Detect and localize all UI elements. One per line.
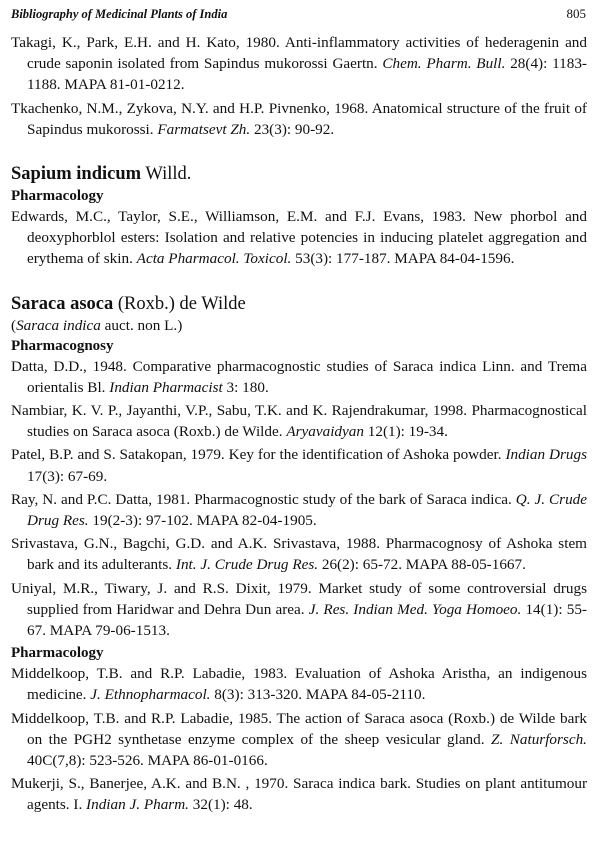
reference-text: Srivastava, G.N., Bagchi, G.D. and A.K. Srivastava, 1988. Pharmacognosy of Ashoka stem bark and its adulterants. bbox=[11, 535, 587, 574]
reference-text: Edwards, M.C., Taylor, S.E., Williamson, E.M. and F.J. Evans, 1983. New phorbol and deoxyphorblol esters: Isolation and relative potencies in inducing platelet aggregation and erythema of skin. bbox=[11, 208, 587, 268]
reference-citation: 32(1): 48. bbox=[188, 796, 253, 814]
species-author: Willd. bbox=[141, 164, 192, 185]
journal-title: Indian Pharmacist bbox=[109, 378, 223, 396]
reference-text: Datta, D.D., 1948. Comparative pharmacognostic studies of Saraca indica Linn. and Trema orientalis Bl. bbox=[11, 357, 587, 396]
reference-text: Tkachenko, N.M., Zykova, N.Y. and H.P. Pivnenko, 1968. Anatomical structure of the fruit of Sapindus mukorossi. bbox=[11, 99, 587, 138]
journal-title: J. Res. Indian Med. Yoga Homoeo. bbox=[308, 600, 522, 618]
reference-entry bbox=[11, 663, 587, 705]
journal-title: Aryavaidyan bbox=[286, 423, 364, 441]
journal-title: Indian Drugs bbox=[505, 446, 587, 464]
journal-title: Chem. Pharm. Bull. bbox=[382, 55, 506, 73]
journal-title: Z. Naturforsch. bbox=[491, 730, 587, 748]
reference-citation: 8(3): 313-320. MAPA 84-05-2110. bbox=[210, 686, 426, 704]
page-number: 805 bbox=[566, 6, 586, 21]
reference-entry bbox=[11, 708, 587, 772]
reference-entry bbox=[11, 32, 587, 96]
species-author: (Roxb.) de Wilde bbox=[113, 293, 246, 314]
reference-citation: 19(2-3): 97-102. MAPA 82-04-1905. bbox=[88, 512, 317, 530]
reference-entry bbox=[11, 98, 587, 140]
reference-citation: 53(3): 177-187. MAPA 84-04-1596. bbox=[291, 250, 515, 268]
synonym-line bbox=[11, 316, 587, 336]
reference-citation: 14(1): 55-67. MAPA 79-06-1513. bbox=[27, 600, 587, 640]
journal-title: Indian J. Pharm. bbox=[86, 796, 189, 814]
reference-entry bbox=[11, 533, 587, 575]
reference-text: Middelkoop, T.B. and R.P. Labadie, 1985. The action of Saraca asoca (Roxb.) de Wilde bark on the PGH2 synthetase enzyme complex of the sheep vesicular gland. bbox=[11, 709, 587, 748]
species-name: Saraca asoca bbox=[11, 293, 114, 314]
reference-entry bbox=[11, 400, 587, 442]
synonym-rest: auct. non L.) bbox=[100, 316, 183, 334]
running-head bbox=[11, 6, 586, 22]
reference-citation: 12(1): 19-34. bbox=[363, 423, 448, 441]
reference-citation: 23(3): 90-92. bbox=[250, 120, 335, 138]
journal-title: Q. J. Crude Drug Res. bbox=[27, 490, 587, 530]
reference-text: Nambiar, K. V. P., Jayanthi, V.P., Sabu, T.K. and K. Rajendrakumar, 1998. Pharmacognostical studies on Saraca asoca (Roxb.) de Wilde. bbox=[11, 402, 587, 441]
reference-entry bbox=[11, 444, 587, 486]
reference-text: Middelkoop, T.B. and R.P. Labadie, 1983. Evaluation of Ashoka Aristha, an indigenous medicine. bbox=[11, 665, 587, 704]
reference-text: Uniyal, M.R., Tiwary, J. and R.S. Dixit, 1979. Market study of some controversial drugs supplied from Haridwar and Dehra Dun area. bbox=[11, 579, 587, 618]
reference-entry bbox=[11, 356, 587, 398]
reference-text: Takagi, K., Park, E.H. and H. Kato, 1980. Anti-inflammatory activities of hederagenin and crude saponin isolated from Sapindus mukorossi Gaertn. bbox=[11, 34, 587, 73]
journal-title: Farmatsevt Zh. bbox=[157, 120, 251, 138]
reference-citation: 26(2): 65-72. MAPA 88-05-1667. bbox=[318, 556, 526, 574]
reference-entry bbox=[11, 206, 587, 270]
reference-text: Patel, B.P. and S. Satakopan, 1979. Key for the identification of Ashoka powder. bbox=[11, 446, 506, 464]
reference-text: Mukerji, S., Banerjee, A.K. and B.N. , 1970. Saraca indica bark. Studies on plant antitumour agents. I. bbox=[11, 775, 587, 814]
running-title: Bibliography of Medicinal Plants of India bbox=[11, 7, 228, 21]
reference-entry bbox=[11, 773, 587, 815]
page-content bbox=[11, 32, 587, 818]
synonym-open: ( bbox=[11, 316, 17, 334]
journal-title: Int. J. Crude Drug Res. bbox=[175, 556, 319, 574]
species-heading bbox=[11, 292, 587, 316]
reference-citation: 28(4): 1183-1188. MAPA 81-01-0212. bbox=[27, 55, 587, 94]
journal-title: J. Ethnopharmacol. bbox=[90, 686, 211, 704]
reference-citation: 17(3): 67-69. bbox=[27, 467, 108, 485]
section-heading: Pharmacology bbox=[11, 188, 104, 205]
journal-title: Acta Pharmacol. Toxicol. bbox=[136, 250, 292, 268]
section-heading-pharmacognosy: Pharmacognosy bbox=[11, 337, 114, 354]
section-heading-pharmacology: Pharmacology bbox=[11, 645, 104, 662]
synonym-name: Saraca indica bbox=[16, 316, 101, 334]
species-name: Sapium indicum bbox=[11, 164, 142, 185]
species-heading bbox=[11, 162, 587, 186]
reference-citation: 40C(7,8): 523-526. MAPA 86-01-0166. bbox=[27, 752, 268, 770]
reference-text: Ray, N. and P.C. Datta, 1981. Pharmacognostic study of the bark of Saraca indica. bbox=[11, 490, 516, 508]
reference-entry bbox=[11, 578, 587, 642]
reference-citation: 3: 180. bbox=[222, 378, 269, 396]
reference-entry bbox=[11, 489, 587, 531]
